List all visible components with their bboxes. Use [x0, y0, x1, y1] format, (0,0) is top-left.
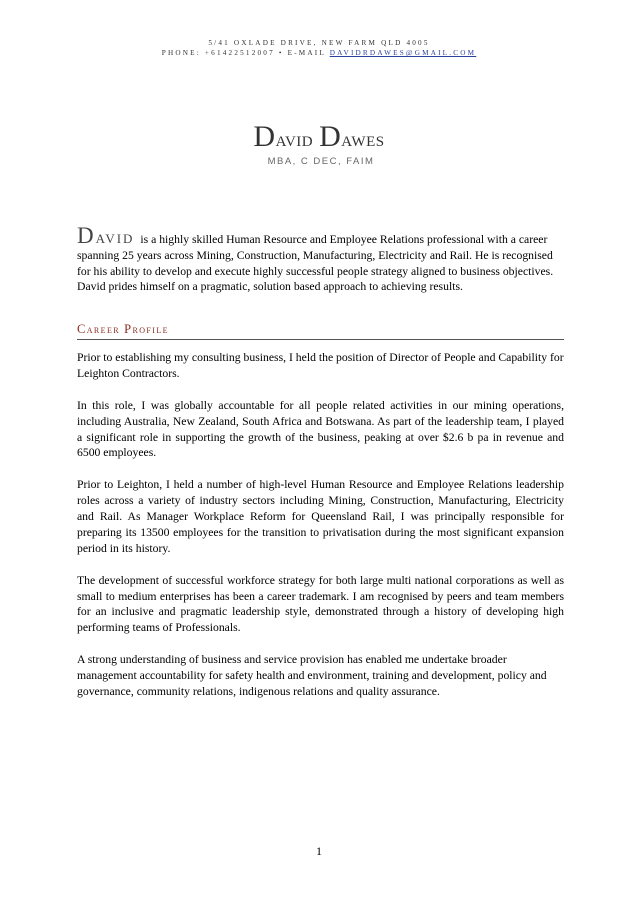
heading-initial-p: P	[124, 322, 133, 336]
address-line: 5/41 OXLADE DRIVE, NEW FARM QLD 4005	[208, 39, 430, 47]
first-name-initial: D	[253, 120, 276, 153]
phone-email-line	[0, 48, 638, 58]
credentials: MBA, C DEC, FAIM	[267, 156, 375, 167]
career-profile-body	[77, 350, 564, 716]
intro-lead-initial: D	[77, 223, 96, 248]
intro-lead-name	[77, 223, 135, 248]
intro-paragraph	[77, 223, 564, 295]
first-name-rest: avid	[275, 126, 314, 151]
career-paragraph: The development of successful workforce strategy for both large multi national corporations as well as small to medium enterprises has been a career trademark. I am recognised by peers and team members for an inclusive and pragmatic leadership style, demonstrated through a history of developing high performing teams of Professionals.	[77, 573, 564, 635]
last-name-initial: D	[319, 120, 342, 153]
page-number: 1	[316, 844, 322, 858]
career-paragraph: Prior to Leighton, I held a number of high-level Human Resource and Employee Relations leadership roles across a variety of industry sectors including Mining, Construction, Manufacturing, Electricity and Rail. As Manager Workplace Reform for Queensland Rail, I was principally responsible for preparing its 13500 employees for the transition to privatisation during the most significant expansion period in its history.	[77, 478, 564, 555]
email-label: E-MAIL	[287, 49, 326, 57]
career-profile-heading	[77, 322, 564, 340]
contact-header	[0, 38, 638, 58]
career-paragraph: A strong understanding of business and service provision has enabled me undertake broader management accountability for safety health and environment, training and development, policy and governance, community relations, indigenous relations and quality assurance.	[77, 653, 547, 698]
intro-lead-rest: avid	[95, 227, 135, 247]
heading-initial-c: C	[77, 322, 87, 336]
career-paragraph: Prior to establishing my consulting business, I held the position of Director of People and Capability for Leighton Contractors.	[77, 351, 564, 380]
heading-rest-areer: areer	[86, 324, 120, 336]
intro-text: is a highly skilled Human Resource and Employee Relations professional with a career spanning 25 years across Mining, Construction, Manufacturing, Electricity and Rail. He is recognised for his ability to develop and execute highly successful people strategy aligned to business objectives. David prides himself on a pragmatic, solution based approach to achieving results.	[77, 233, 554, 294]
heading-rest-rofile: rofile	[132, 324, 169, 336]
email-link[interactable]: DAVIDRDAWES@GMAIL.COM	[329, 49, 477, 57]
career-paragraph: In this role, I was globally accountable for all people related activities in our mining operations, including Australia, New Zealand, South Africa and Botswana. As part of the leadership team, I played a significant role in supporting the growth of the business, peaking at over $2.6 b pa in revenue and 6500 employees.	[77, 398, 564, 460]
name-block	[0, 122, 638, 170]
phone-text: PHONE: +61422512007	[161, 49, 275, 57]
last-name-rest: awes	[341, 126, 385, 151]
separator-bullet: •	[278, 49, 284, 57]
person-name	[0, 122, 638, 154]
